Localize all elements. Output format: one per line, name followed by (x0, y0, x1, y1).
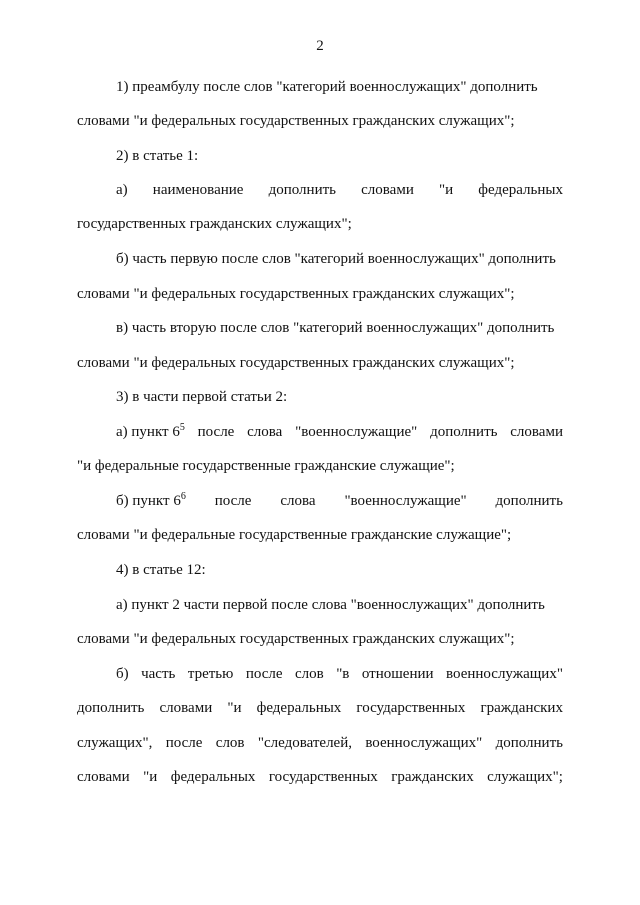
word: слова (280, 493, 316, 509)
paragraph-line-justified (77, 734, 563, 752)
paragraph-line-justified (77, 699, 563, 717)
word: словами (510, 424, 563, 440)
word: "военнослужащие" (344, 493, 467, 509)
word: слов (215, 735, 245, 751)
word: а) (116, 182, 128, 198)
paragraph-line: словами "и федеральных государственных гражданских служащих"; (77, 113, 515, 129)
paragraph-line: 4) в статье 12: (116, 562, 206, 578)
word: отношении (361, 666, 434, 682)
word: после (165, 735, 203, 751)
word: военнослужащих" (365, 735, 483, 751)
word: гражданских (480, 700, 563, 716)
superscript: 5 (179, 422, 185, 433)
superscript: 6 (180, 491, 186, 502)
word: слов (294, 666, 324, 682)
word: федеральных (170, 769, 256, 785)
paragraph-line-justified (77, 768, 563, 786)
word: после (245, 666, 283, 682)
word: словами (77, 769, 130, 785)
paragraph-line: государственных гражданских служащих"; (77, 216, 352, 232)
paragraph-line: словами "и федеральных государственных гражданских служащих"; (77, 355, 515, 371)
line-segment: б) пункт $6^6$ (116, 491, 186, 509)
word: федеральных (256, 700, 342, 716)
word: дополнить (268, 182, 336, 198)
word: служащих"; (487, 769, 563, 785)
word: после (197, 424, 235, 440)
word: третью (187, 666, 234, 682)
word: "следователей, (257, 735, 352, 751)
word: часть (141, 666, 176, 682)
paragraph-line: словами "и федеральные государственные гражданские служащие"; (77, 527, 512, 543)
word: словами (159, 700, 213, 716)
paragraph-line: 2) в статье 1: (116, 148, 199, 164)
word: федеральных (478, 182, 563, 198)
word: служащих", (77, 735, 153, 751)
paragraph-line: 1) преамбулу после слов "категорий военнослужащих" дополнить (116, 79, 538, 95)
word: б) (116, 666, 129, 682)
word: государственных (356, 700, 466, 716)
word: "и (227, 700, 242, 716)
paragraph-line: словами "и федеральных государственных гражданских служащих"; (77, 286, 515, 302)
word: наименование (152, 182, 244, 198)
word: военнослужащих" (446, 666, 563, 682)
paragraph-line: в) часть вторую после слов "категорий военнослужащих" дополнить (116, 320, 555, 336)
word: "военнослужащие" (295, 424, 418, 440)
word: "и (143, 769, 158, 785)
paragraph-line: "и федеральные государственные гражданские служащие"; (77, 458, 455, 474)
paragraph-line-justified (116, 423, 563, 441)
paragraph-line-justified (116, 181, 563, 199)
word: государственных (268, 769, 378, 785)
paragraph-line: словами "и федеральных государственных гражданских служащих"; (77, 631, 515, 647)
word: после (214, 493, 252, 509)
paragraph-line: б) часть первую после слов "категорий военнослужащих" дополнить (116, 251, 556, 267)
word: слова (247, 424, 283, 440)
paragraph-line: 3) в части первой статьи 2: (116, 389, 288, 405)
word: дополнить (77, 700, 145, 716)
word: "и (439, 182, 454, 198)
word: дополнить (495, 493, 563, 509)
paragraph-line: а) пункт 2 части первой после слова "военнослужащих" дополнить (116, 597, 545, 613)
word: гражданских (391, 769, 474, 785)
word: "в (336, 666, 350, 682)
word: дополнить (495, 735, 563, 751)
page-number: 2 (316, 38, 324, 54)
paragraph-line-justified (116, 492, 563, 510)
word: словами (361, 182, 414, 198)
paragraph-line-justified (116, 665, 563, 683)
word: дополнить (430, 424, 498, 440)
line-segment: а) пункт $6^5$ (116, 422, 185, 440)
